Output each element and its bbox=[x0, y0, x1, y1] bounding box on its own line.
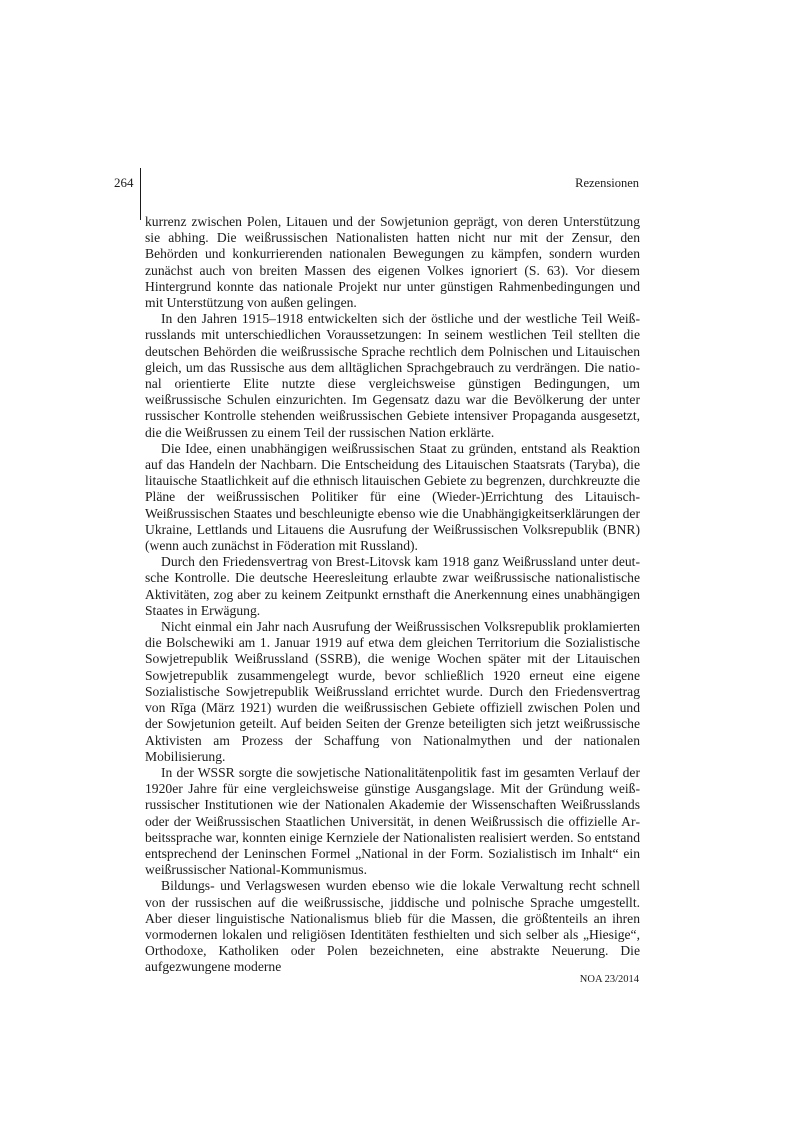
paragraph-6: In der WSSR sorgte die sowjetische Nationalitätenpolitik fast im gesamten Verlauf der 1920er Jahre für eine vergleichsweise günstige Ausgangslage. Mit der Gründung weißrussischer Institutionen wie der Nationalen Akademie der Wissenschaften Weißrusslands oder der Weißrussischen Staatlichen Universität, in denen Weißrussisch die offizielle Arbeitssprache war, konnten einige Kernziele der Nationalisten realisiert werden. So entstand entsprechend der Leninschen Formel „National in der Form. Sozialistisch im Inhalt“ ein weißrussischer National-Kommunismus. bbox=[145, 764, 640, 878]
journal-reference: NOA 23/2014 bbox=[579, 974, 639, 985]
margin-rule bbox=[140, 168, 141, 220]
paragraph-7: Bildungs- und Verlagswesen wurden ebenso wie die lokale Verwaltung recht schnell von der russischen auf die weißrussische, jiddische und polnische Sprache umgestellt. Aber dieser linguistische Nationalismus blieb für die Massen, die größtenteils an ihren vormodernen lokalen und religiösen Identitäten festhielten und sich selber als „Hiesige“, Orthodoxe, Katholiken oder Polen bezeichneten, eine abstrakte Neuerung. Die aufgezwungene moderne bbox=[145, 878, 640, 975]
page-number: 264 bbox=[114, 175, 134, 190]
paragraph-4: Durch den Friedensvertrag von Brest-Litovsk kam 1918 ganz Weißrussland unter deutsche Kontrolle. Die deutsche Heeresleitung erlaubte zwar weißrussische nationalistische Aktivitäten, zog aber zu keinem Zeitpunkt ernsthaft die Anerkennung eines unabhängigen Staates in Erwägung. bbox=[145, 554, 640, 618]
running-head: Rezensionen bbox=[575, 176, 639, 190]
paragraph-3: Die Idee, einen unabhängigen weißrussischen Staat zu gründen, entstand als Reaktion auf das Handeln der Nachbarn. Die Entscheidung des Litauischen Staatsrats (Taryba), die litauische Staatlichkeit auf die ethnisch litauischen Gebiete zu begrenzen, durchkreuzte die Pläne der weißrussischen Politiker für eine (Wieder-)Errichtung des Litauisch-Weißrussischen Staates und beschleunigte ebenso wie die Unabhängigkeitserklärungen der Ukraine, Lettlands und Litauens die Ausrufung der Weißrussischen Volksrepublik (BNR) (wenn auch zunächst in Föderation mit Russland). bbox=[145, 440, 640, 554]
paragraph-2: In den Jahren 1915–1918 entwickelten sich der östliche und der westliche Teil Weißrusslands mit unterschiedlichen Voraussetzungen: In seinem westlichen Teil stellten die deutschen Behörden die weißrussische Sprache rechtlich dem Polnischen und Litauischen gleich, um das Russische aus dem alltäglichen Sprachgebrauch zu verdrängen. Die national orientierte Elite nutzte diese vergleichsweise günstigen Bedingungen, um weißrussische Schulen einzurichten. Im Gegensatz dazu war die Bevölkerung der unter russischer Kontrolle stehenden weißrussischen Gebiete intensiver Propaganda ausgesetzt, die die Weißrussen zu einem Teil der russischen Nation erklärte. bbox=[145, 311, 640, 440]
paragraph-1: kurrenz zwischen Polen, Litauen und der Sowjetunion geprägt, von deren Unterstützung sie abhing. Die weißrussischen Nationalisten hatten nicht nur mit der Zensur, den Behörden und konkurrierenden nationalen Bewegungen zu kämpfen, sondern wurden zunächst auch von breiten Massen des eigenen Volkes ignoriert (S. 63). Vor diesem Hintergrund konnte das nationale Projekt nur unter günstigen Rahmenbedingungen und mit Unterstützung von außen gelingen. bbox=[145, 214, 640, 311]
paragraph-5: Nicht einmal ein Jahr nach Ausrufung der Weißrussischen Volksrepublik proklamierten die Bolschewiki am 1. Januar 1919 auf etwa dem gleichen Territorium die Sozialistische Sowjetrepublik Weißrussland (SSRB), die wenige Wochen später mit der Litauischen Sowjetrepublik zusammengelegt wurde, bevor schließlich 1920 erneut eine eigene Sozialistische Sowjetrepublik Weißrussland errichtet wurde. Durch den Friedensvertrag von Rīga (März 1921) wurden die weißrussischen Gebiete offiziell zwischen Polen und der Sowjetunion geteilt. Auf beiden Seiten der Grenze beteiligten sich jetzt weißrussische Aktivisten am Prozess der Schaffung von Nationalmythen und der nationalen Mobilisierung. bbox=[145, 619, 640, 764]
body-text bbox=[145, 214, 640, 976]
